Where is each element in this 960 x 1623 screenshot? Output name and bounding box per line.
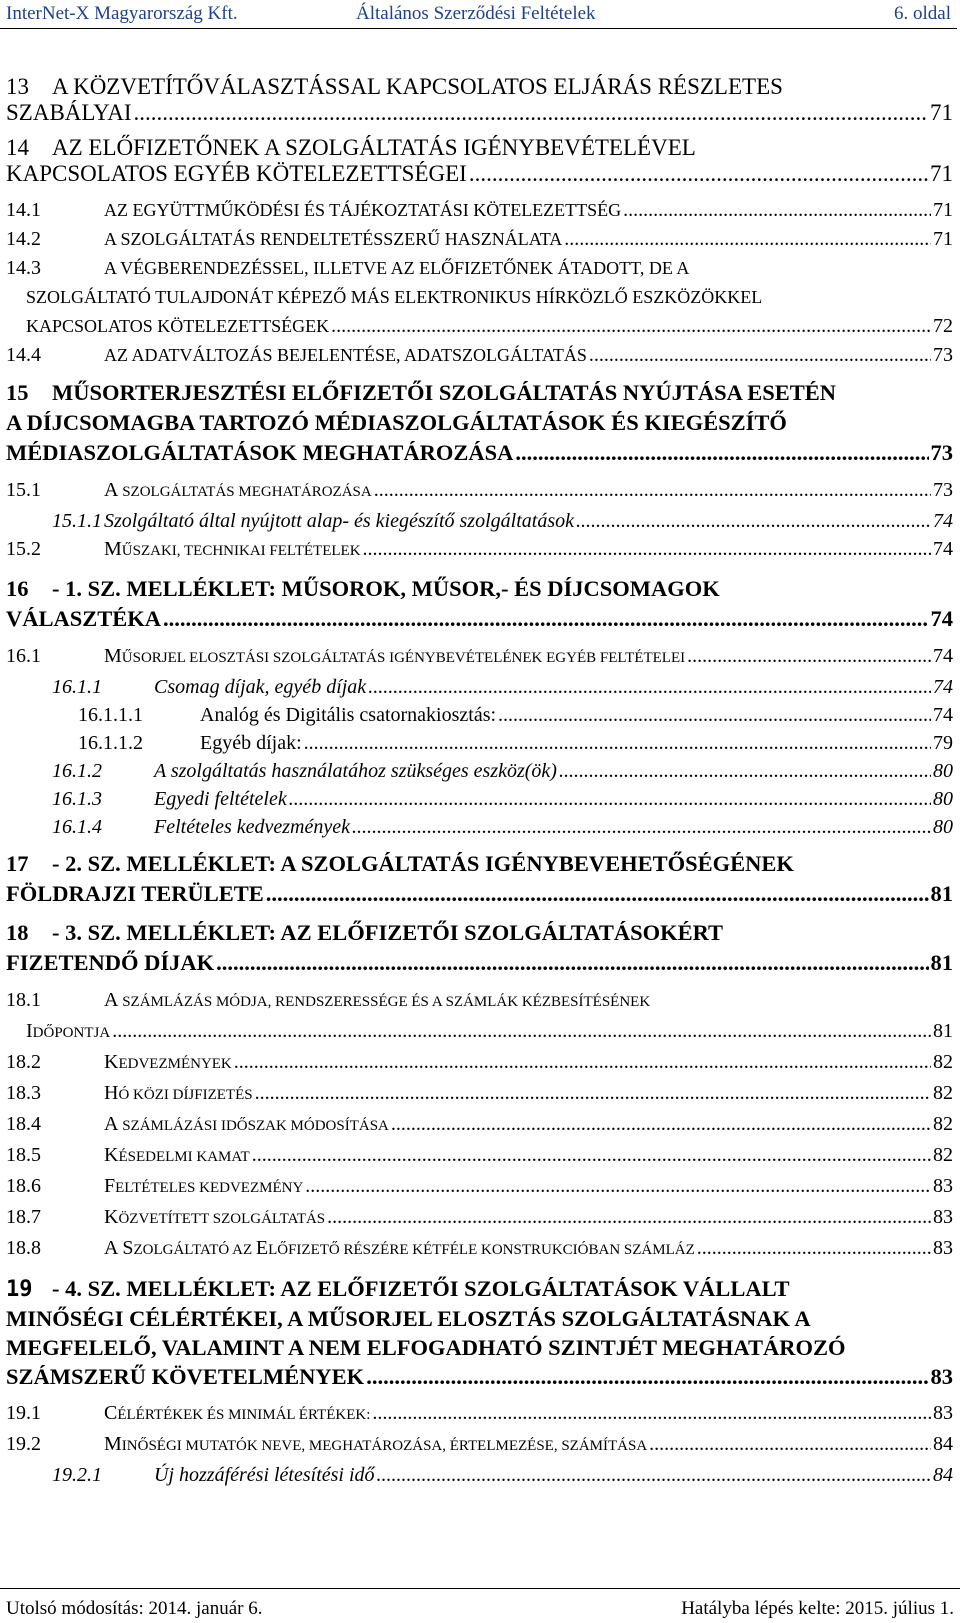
toc-page: 84 bbox=[933, 1433, 953, 1455]
toc-title-cont: A DÍJCSOMAGBA TARTOZÓ MÉDIASZOLGÁLTATÁSOK ÉS KIEGÉSZÍTŐ bbox=[6, 410, 787, 435]
toc-title-initial: C bbox=[104, 1402, 118, 1424]
toc-number: 14 bbox=[6, 135, 29, 160]
toc-title: SZOLGÁLTATÁS MEGHATÁROZÁSA bbox=[118, 484, 372, 500]
toc-title-cont: MÉDIASZOLGÁLTATÁSOK MEGHATÁROZÁSA bbox=[6, 440, 514, 465]
toc-title: Szolgáltató által nyújtott alap- és kiegészítő szolgáltatások bbox=[104, 510, 574, 532]
toc-title: MŰSORTERJESZTÉSI ELŐFIZETŐI SZOLGÁLTATÁS NYÚJTÁSA ESETÉN bbox=[52, 380, 837, 405]
toc-title-cont: SZABÁLYAI bbox=[6, 100, 132, 125]
toc-entry-16-1-4[interactable] bbox=[6, 813, 953, 841]
toc-title: ÉLÉRTÉKEK ÉS MINIMÁL ÉRTÉKEK: bbox=[117, 1407, 371, 1423]
toc-title: EDVEZMÉNYEK bbox=[118, 1056, 232, 1072]
toc-page: 83 bbox=[933, 1402, 953, 1424]
leader-dots bbox=[331, 312, 931, 341]
toc-entry-14-2[interactable] bbox=[6, 225, 953, 254]
toc-title-cont: SZOLGÁLTATÓ TULAJDONÁT KÉPEZŐ MÁS ELEKTRONIKUS HÍRKÖZLŐ ESZKÖZÖKKEL bbox=[26, 287, 763, 307]
toc-number: 16.1.3 bbox=[52, 788, 102, 810]
toc-entry-16-1-2[interactable] bbox=[6, 757, 953, 785]
toc-number: 15 bbox=[6, 380, 29, 405]
toc-page: 81 bbox=[930, 950, 953, 975]
toc-title: - 4. SZ. MELLÉKLET: AZ ELŐFIZETŐI SZOLGÁLTATÁSOK VÁLLALT bbox=[52, 1276, 790, 1301]
toc-entry-16-1[interactable] bbox=[6, 642, 953, 673]
toc-title: ÖZVETÍTETT SZOLGÁLTATÁS bbox=[118, 1211, 326, 1227]
toc-title-initial: F bbox=[104, 1175, 116, 1197]
toc-title-cont: MEGFELELŐ, VALAMINT A NEM ELFOGADHATÓ SZINTJÉT MEGHATÁROZÓ bbox=[6, 1335, 846, 1360]
toc-title: Analóg és Digitális csatornakiosztás: bbox=[200, 704, 497, 726]
toc-entry-19[interactable] bbox=[6, 1274, 953, 1391]
toc-title-initial: M bbox=[104, 1433, 122, 1455]
toc-page: 74 bbox=[933, 538, 953, 560]
leader-dots bbox=[469, 161, 928, 187]
toc-page: 81 bbox=[933, 1020, 953, 1042]
toc-entry-19-2[interactable] bbox=[6, 1430, 953, 1461]
toc-page: 80 bbox=[933, 816, 953, 838]
toc-page: 83 bbox=[933, 1175, 953, 1197]
toc-entry-19-2-1[interactable] bbox=[6, 1461, 953, 1489]
toc-title: ELTÉTELES KEDVEZMÉNY bbox=[115, 1180, 304, 1196]
toc-title-initial: A bbox=[104, 989, 119, 1011]
toc-entry-19-1[interactable] bbox=[6, 1399, 953, 1430]
leader-dots bbox=[687, 642, 931, 671]
toc-entry-14-1[interactable] bbox=[6, 196, 953, 225]
toc-entry-16-1-1[interactable] bbox=[6, 673, 953, 701]
toc-number: 18.6 bbox=[6, 1175, 41, 1197]
toc-page: 82 bbox=[933, 1082, 953, 1104]
toc-title-initial: K bbox=[104, 1051, 119, 1073]
toc-title-cont: FÖLDRAJZI TERÜLETE bbox=[6, 881, 264, 906]
toc-entry-18-4[interactable] bbox=[6, 1110, 953, 1141]
toc-entry-15[interactable] bbox=[6, 378, 953, 468]
toc-number: 16.1.1 bbox=[52, 676, 102, 698]
toc-number: 16.1.4 bbox=[52, 816, 102, 838]
toc-entry-15-2[interactable] bbox=[6, 535, 953, 566]
toc-title: Egyéb díjak: bbox=[200, 732, 302, 754]
leader-dots bbox=[363, 535, 931, 564]
toc-number: 14.4 bbox=[6, 344, 41, 366]
toc-entry-18[interactable] bbox=[6, 918, 953, 978]
toc-number: 18.1 bbox=[6, 989, 41, 1011]
leader-dots bbox=[133, 100, 928, 126]
toc-number: 19 bbox=[6, 1277, 33, 1302]
leader-dots bbox=[289, 785, 931, 813]
toc-number: 18.4 bbox=[6, 1113, 41, 1135]
toc-entry-14[interactable] bbox=[6, 135, 953, 187]
page-footer bbox=[0, 1588, 960, 1623]
effective-date: Hatályba lépés kelte: 2015. július 1. bbox=[681, 1598, 954, 1619]
toc-title-initial: A bbox=[104, 479, 119, 501]
toc-page: 83 bbox=[933, 1237, 953, 1259]
toc-title: SZÁMLÁZÁSI IDŐSZAK MÓDOSÍTÁSA bbox=[118, 1118, 389, 1134]
leader-dots bbox=[515, 438, 928, 468]
toc-title-cont: VÁLASZTÉKA bbox=[6, 606, 162, 631]
leader-dots bbox=[589, 341, 931, 370]
toc-entry-17[interactable] bbox=[6, 849, 953, 909]
toc-title: A szolgáltatás használatához szükséges eszköz(ök) bbox=[154, 760, 557, 782]
toc-title-cont: MINŐSÉGI CÉLÉRTÉKEI, A MŰSORJEL ELOSZTÁS SZOLGÁLTATÁSNAK A bbox=[6, 1306, 811, 1331]
leader-dots bbox=[216, 948, 928, 978]
toc-page: 83 bbox=[933, 1206, 953, 1228]
toc-title: ÉSEDELMI KAMAT bbox=[118, 1149, 250, 1165]
toc-title: - 3. SZ. MELLÉKLET: AZ ELŐFIZETŐI SZOLGÁLTATÁSOKÉRT bbox=[52, 920, 724, 945]
toc-number: 19.2.1 bbox=[52, 1464, 102, 1486]
toc-page: 80 bbox=[933, 760, 953, 782]
toc-title-initial: E bbox=[255, 1237, 269, 1259]
toc-page: 71 bbox=[930, 161, 953, 186]
toc-number: 15.2 bbox=[6, 538, 41, 560]
toc-number: 16.1.1.1 bbox=[78, 704, 143, 726]
toc-number: 18.2 bbox=[6, 1051, 41, 1073]
leader-dots bbox=[372, 1399, 931, 1428]
toc-number: 16.1.2 bbox=[52, 760, 102, 782]
toc-number: 14.1 bbox=[6, 199, 41, 221]
toc-entry-18-1[interactable] bbox=[6, 986, 953, 1048]
leader-dots bbox=[266, 879, 929, 909]
toc-number: 15.1.1 bbox=[52, 510, 102, 532]
toc-entry-13[interactable] bbox=[6, 74, 953, 126]
toc-title-cont: DŐPONTJA bbox=[32, 1025, 111, 1041]
toc-title: INŐSÉGI MUTATÓK NEVE, MEGHATÁROZÁSA, ÉRTELMEZÉSE, SZÁMÍTÁSA bbox=[121, 1438, 648, 1454]
leader-dots bbox=[366, 1362, 928, 1391]
leader-dots bbox=[305, 1172, 931, 1201]
page-header bbox=[0, 0, 957, 29]
leader-dots bbox=[564, 225, 931, 254]
toc-entry-16-1-3[interactable] bbox=[6, 785, 953, 813]
toc-entry-16-1-1-2[interactable] bbox=[6, 729, 953, 757]
toc-title-initial: K bbox=[104, 1144, 119, 1166]
toc-title: Egyedi feltételek bbox=[154, 788, 287, 810]
toc-page: 71 bbox=[933, 228, 953, 250]
toc-title: A VÉGBERENDEZÉSSEL, ILLETVE AZ ELŐFIZETŐNEK ÁTADOTT, DE A bbox=[104, 258, 690, 278]
leader-dots bbox=[352, 813, 931, 841]
toc-number: 18 bbox=[6, 920, 29, 945]
toc-title: ZOLGÁLTATÓ AZ bbox=[133, 1242, 256, 1258]
leader-dots bbox=[252, 1141, 931, 1170]
toc-number: 18.5 bbox=[6, 1144, 41, 1166]
toc-title: AZ ADATVÁLTOZÁS BEJELENTÉSE, ADATSZOLGÁLTATÁS bbox=[104, 345, 587, 365]
toc-title: SZÁMLÁZÁS MÓDJA, RENDSZERESSÉGE ÉS A SZÁMLÁK KÉZBESÍTÉSÉNEK bbox=[118, 994, 651, 1010]
toc-entry-18-7[interactable] bbox=[6, 1203, 953, 1234]
toc-title: LŐFIZETŐ RÉSZÉRE KÉTFÉLE KONSTRUKCIÓBAN SZÁMLÁZ bbox=[268, 1242, 695, 1258]
toc-page: 80 bbox=[933, 788, 953, 810]
toc-page: 74 bbox=[933, 510, 953, 532]
toc-page: 74 bbox=[930, 606, 953, 631]
toc-page: 72 bbox=[933, 315, 953, 337]
toc-page: 74 bbox=[933, 676, 953, 698]
toc-title-cont: SZÁMSZERŰ KÖVETELMÉNYEK bbox=[6, 1364, 365, 1389]
toc-title-initial: H bbox=[104, 1082, 119, 1104]
company-name: InterNet-X Magyarország Kft. bbox=[6, 3, 238, 24]
toc-number: 17 bbox=[6, 851, 29, 876]
leader-dots bbox=[391, 1110, 931, 1139]
toc-title: Feltételes kedvezmények bbox=[154, 816, 350, 838]
leader-dots bbox=[234, 1048, 931, 1077]
toc-title-initial: A S bbox=[104, 1237, 134, 1259]
page-number: 6. oldal bbox=[894, 3, 951, 24]
toc-title: AZ EGYÜTTMŰKÖDÉSI ÉS TÁJÉKOZTATÁSI KÖTELEZETTSÉG bbox=[104, 200, 622, 220]
leader-dots bbox=[377, 1461, 931, 1489]
toc-page: 73 bbox=[933, 479, 953, 501]
toc-number: 18.3 bbox=[6, 1082, 41, 1104]
toc-page: 82 bbox=[933, 1051, 953, 1073]
toc-title: A KÖZVETÍTŐVÁLASZTÁSSAL KAPCSOLATOS ELJÁRÁS RÉSZLETES bbox=[52, 74, 783, 99]
leader-dots bbox=[623, 196, 931, 225]
toc-page: 81 bbox=[930, 881, 953, 906]
toc-number: 16 bbox=[6, 576, 29, 601]
toc-number: 16.1.1.2 bbox=[78, 732, 143, 754]
toc-title: Csomag díjak, egyéb díjak bbox=[154, 676, 367, 698]
toc-title-initial: M bbox=[104, 645, 122, 667]
toc-page: 82 bbox=[933, 1144, 953, 1166]
toc-entry-16[interactable] bbox=[6, 574, 953, 634]
toc-number: 13 bbox=[6, 74, 29, 99]
toc-number: 19.2 bbox=[6, 1433, 41, 1455]
toc-page: 79 bbox=[933, 732, 953, 754]
toc-title: ŰSZAKI, TECHNIKAI FELTÉTELEK bbox=[121, 543, 361, 559]
toc-page: 71 bbox=[930, 100, 953, 125]
toc-title-cont: FIZETENDŐ DÍJAK bbox=[6, 950, 215, 975]
table-of-contents bbox=[6, 72, 953, 1489]
toc-page: 71 bbox=[933, 199, 953, 221]
toc-title: Új hozzáférési létesítési idő bbox=[154, 1464, 375, 1486]
toc-page: 74 bbox=[933, 645, 953, 667]
toc-number: 14.3 bbox=[6, 257, 41, 279]
toc-number: 18.8 bbox=[6, 1237, 41, 1259]
toc-title-cont: KAPCSOLATOS EGYÉB KÖTELEZETTSÉGEI bbox=[6, 161, 467, 186]
toc-entry-18-3[interactable] bbox=[6, 1079, 953, 1110]
toc-title: Ó KÖZI DÍJFIZETÉS bbox=[118, 1087, 253, 1103]
leader-dots bbox=[697, 1234, 931, 1263]
toc-title-initial: I bbox=[26, 1020, 33, 1042]
toc-entry-18-8[interactable] bbox=[6, 1234, 953, 1265]
toc-title-initial: K bbox=[104, 1206, 119, 1228]
leader-dots bbox=[163, 604, 928, 634]
toc-number: 18.7 bbox=[6, 1206, 41, 1228]
leader-dots bbox=[559, 757, 931, 785]
leader-dots bbox=[255, 1079, 931, 1108]
toc-title-initial: M bbox=[104, 538, 122, 560]
toc-title: A SZOLGÁLTATÁS RENDELTETÉSSZERŰ HASZNÁLATA bbox=[104, 229, 563, 249]
toc-title-initial: A bbox=[104, 1113, 119, 1135]
toc-page: 83 bbox=[930, 1364, 953, 1389]
toc-number: 15.1 bbox=[6, 479, 41, 501]
toc-page: 73 bbox=[933, 344, 953, 366]
leader-dots bbox=[649, 1430, 931, 1459]
toc-number: 16.1 bbox=[6, 645, 41, 667]
toc-entry-18-6[interactable] bbox=[6, 1172, 953, 1203]
toc-entry-15-1-1[interactable] bbox=[6, 507, 953, 535]
leader-dots bbox=[576, 507, 931, 535]
leader-dots bbox=[374, 476, 931, 505]
toc-title: - 2. SZ. MELLÉKLET: A SZOLGÁLTATÁS IGÉNYBEVEHETŐSÉGÉNEK bbox=[52, 851, 794, 876]
toc-entry-18-2[interactable] bbox=[6, 1048, 953, 1079]
toc-entry-14-4[interactable] bbox=[6, 341, 953, 370]
toc-title: - 1. SZ. MELLÉKLET: MŰSOROK, MŰSOR,- ÉS DÍJCSOMAGOK bbox=[52, 576, 720, 601]
toc-title: ŰSORJEL ELOSZTÁSI SZOLGÁLTATÁS IGÉNYBEVÉTELÉNEK EGYÉB FELTÉTELEI bbox=[121, 650, 686, 666]
leader-dots bbox=[327, 1203, 931, 1232]
toc-entry-16-1-1-1[interactable] bbox=[6, 701, 953, 729]
last-modified: Utolsó módosítás: 2014. január 6. bbox=[6, 1598, 263, 1619]
toc-entry-14-3[interactable] bbox=[6, 254, 953, 341]
leader-dots bbox=[368, 673, 931, 701]
toc-page: 73 bbox=[930, 440, 953, 465]
leader-dots bbox=[498, 701, 931, 729]
leader-dots bbox=[112, 1017, 931, 1046]
leader-dots bbox=[304, 729, 931, 757]
toc-entry-15-1[interactable] bbox=[6, 476, 953, 507]
toc-number: 19.1 bbox=[6, 1402, 41, 1424]
toc-number: 14.2 bbox=[6, 228, 41, 250]
document-title: Általános Szerződési Feltételek bbox=[356, 3, 596, 24]
toc-entry-18-5[interactable] bbox=[6, 1141, 953, 1172]
toc-title: AZ ELŐFIZETŐNEK A SZOLGÁLTATÁS IGÉNYBEVÉTELÉVEL bbox=[52, 135, 696, 160]
toc-page: 82 bbox=[933, 1113, 953, 1135]
toc-page: 84 bbox=[933, 1464, 953, 1486]
toc-page: 74 bbox=[933, 704, 953, 726]
toc-title-cont: KAPCSOLATOS KÖTELEZETTSÉGEK bbox=[26, 316, 330, 336]
